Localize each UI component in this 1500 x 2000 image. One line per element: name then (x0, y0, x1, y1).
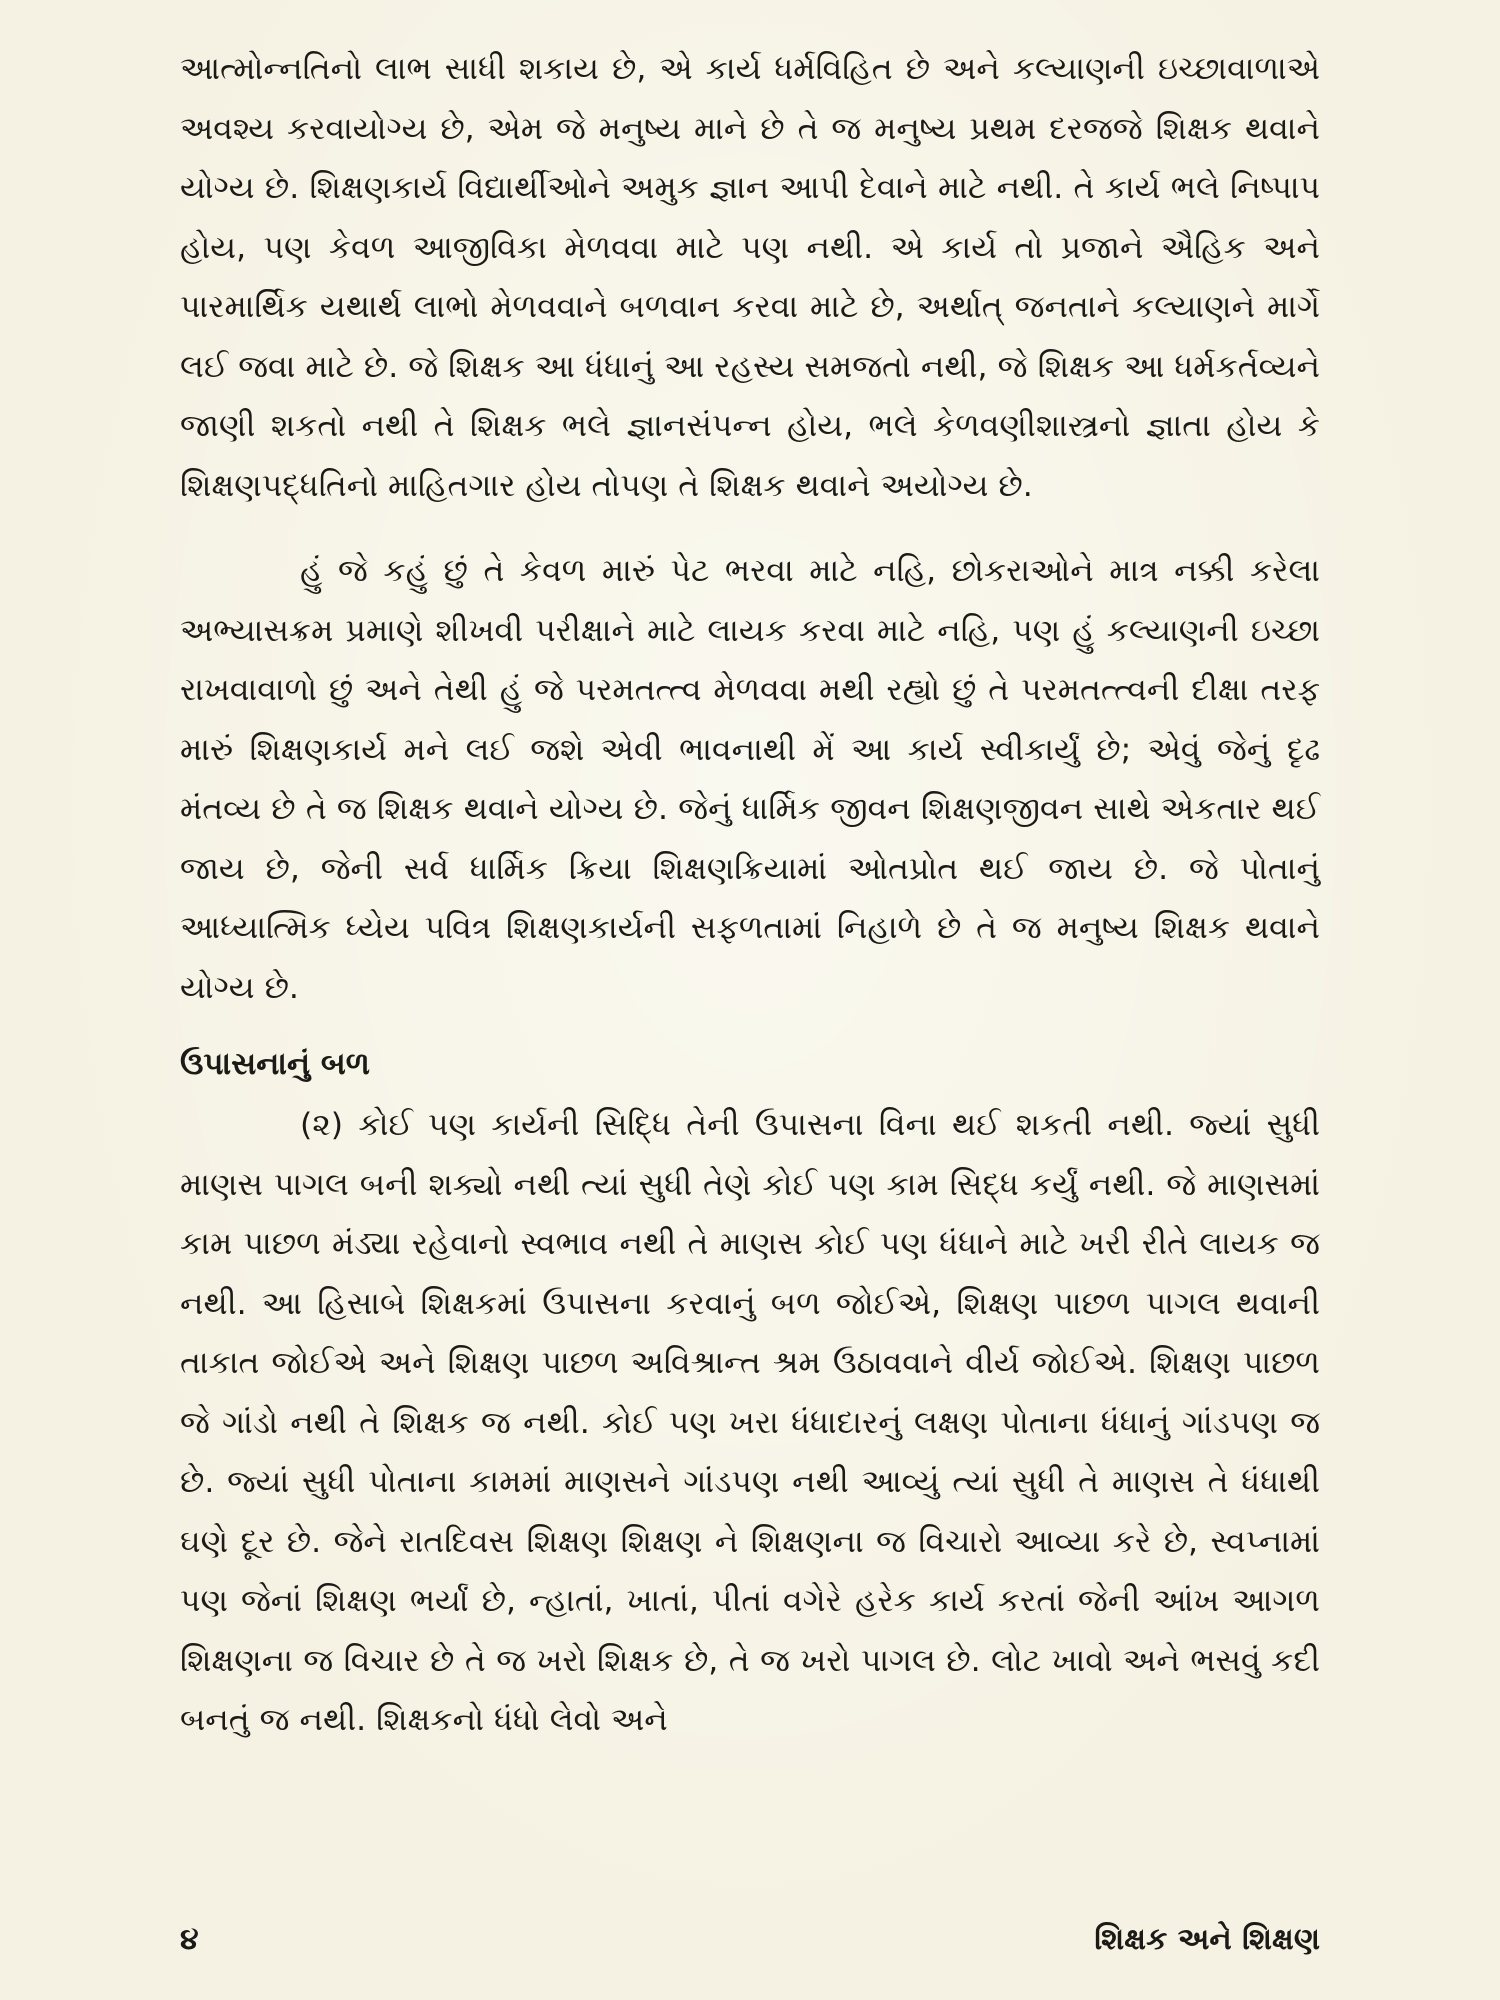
page-body (180, 40, 1320, 1751)
book-title: શિક્ષક અને શિક્ષણ (1094, 1922, 1320, 1957)
page-footer (180, 1918, 1320, 1962)
section-heading: ઉપાસનાનું બળ (180, 1046, 370, 1082)
section-paragraph: (૨) કોઈ પણ કાર્યની સિદ્ધિ તેની ઉપાસના વિના થઈ શકતી નથી. જ્યાં સુધી માણસ પાગલ બની શક્યો નથી ત્યાં સુધી તેણે કોઈ પણ કામ સિદ્ધ કર્યું નથી. જે માણસમાં કામ પાછળ મંડ્યા રહેવાનો સ્વભાવ નથી તે માણસ કોઈ પણ ધંધાને માટે ખરી રીતે લાયક જ નથી. આ હિસાબે શિક્ષકમાં ઉપાસના કરવાનું બળ જોઈએ, શિક્ષણ પાછળ પાગલ થવાની તાકાત જોઈએ અને શિક્ષણ પાછળ અવિશ્રાન્ત શ્રમ ઉઠાવવાને વીર્ય જોઈએ. શિક્ષણ પાછળ જે ગાંડો નથી તે શિક્ષક જ નથી. કોઈ પણ ખરા ધંધાદારનું લક્ષણ પોતાના ધંધાનું ગાંડપણ જ છે. જ્યાં સુધી પોતાના કામમાં માણસને ગાંડપણ નથી આવ્યું ત્યાં સુધી તે માણસ તે ધંધાથી ઘણે દૂર છે. જેને રાતદિવસ શિક્ષણ શિક્ષણ ને શિક્ષણના જ વિચારો આવ્યા કરે છે, સ્વપ્નામાં પણ જેનાં શિક્ષણ ભર્યાં છે, ન્હાતાં, ખાતાં, પીતાં વગેરે હરેક કાર્ય કરતાં જેની આંખ આગળ શિક્ષણના જ વિચાર છે તે જ ખરો શિક્ષક છે, તે જ ખરો પાગલ છે. લોટ ખાવો અને ભસવું કદી બનતું જ નથી. શિક્ષકનો ધંધો લેવો અને (180, 1107, 1320, 1738)
paragraph-2: હું જે કહું છું તે કેવળ મારું પેટ ભરવા માટે નહિ, છોકરાઓને માત્ર નક્કી કરેલા અભ્યાસક્રમ પ્રમાણે શીખવી પરીક્ષાને માટે લાયક કરવા માટે નહિ, પણ હું કલ્યાણની ઇચ્છા રાખવાવાળો છું અને તેથી હું જે પરમતત્ત્વ મેળવવા મથી રહ્યો છું તે પરમતત્ત્વની દીક્ષા તરફ મારું શિક્ષણકાર્ય મને લઈ જશે એવી ભાવનાથી મેં આ કાર્ય સ્વીકાર્યું છે; એવું જેનું દૃઢ મંતવ્ય છે તે જ શિક્ષક થવાને યોગ્ય છે. જેનું ધાર્મિક જીવન શિક્ષણજીવન સાથે એકતાર થઈ જાય છે, જેની સર્વ ધાર્મિક ક્રિયા શિક્ષણક્રિયામાં ઓતપ્રોત થઈ જાય છે. જે પોતાનું આધ્યાત્મિક ધ્યેય પવિત્ર શિક્ષણકાર્યની સફળતામાં નિહાળે છે તે જ મનુષ્ય શિક્ષક થવાને યોગ્ય છે. (180, 553, 1320, 1006)
page-number: ૪ (180, 1922, 199, 1957)
paragraph-1: આત્મોન્નતિનો લાભ સાધી શકાય છે, એ કાર્ય ધર્મવિહિત છે અને કલ્યાણની ઇચ્છાવાળાએ અવશ્ય કરવાયોગ્ય છે, એમ જે મનુષ્ય માને છે તે જ મનુષ્ય પ્રથમ દરજજે શિક્ષક થવાને યોગ્ય છે. શિક્ષણકાર્ય વિદ્યાર્થીઓને અમુક જ્ઞાન આપી દેવાને માટે નથી. તે કાર્ય ભલે નિષ્પાપ હોય, પણ કેવળ આજીવિકા મેળવવા માટે પણ નથી. એ કાર્ય તો પ્રજાને ઐહિક અને પારમાર્થિક યથાર્થ લાભો મેળવવાને બળવાન કરવા માટે છે, અર્થાત્ જનતાને કલ્યાણને માર્ગે લઈ જવા માટે છે. જે શિક્ષક આ ધંધાનું આ રહસ્ય સમજતો નથી, જે શિક્ષક આ ધર્મકર્તવ્યને જાણી શકતો નથી તે શિક્ષક ભલે જ્ઞાનસંપન્ન હોય, ભલે કેળવણીશાસ્ત્રનો જ્ઞાતા હોય કે શિક્ષણપદ્ધતિનો માહિતગાર હોય તોપણ તે શિક્ષક થવાને અયોગ્ય છે. (180, 51, 1320, 504)
